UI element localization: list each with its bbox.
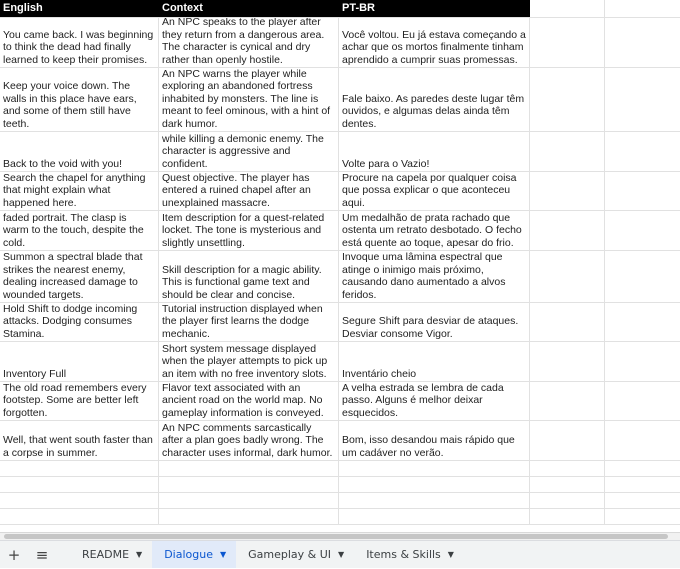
empty-cell[interactable] xyxy=(605,382,680,420)
caret-down-icon[interactable]: ▼ xyxy=(136,550,143,559)
empty-cell[interactable] xyxy=(0,461,159,476)
empty-cell[interactable] xyxy=(605,421,680,460)
tab-label: Dialogue xyxy=(164,548,213,561)
cell-pt-br[interactable]: Você voltou. Eu já estava começando a achar que os mortos finalmente tinham aprendido a cumprir suas promessas. xyxy=(339,18,530,67)
table-row xyxy=(0,421,680,461)
empty-row xyxy=(0,477,680,493)
empty-cell[interactable] xyxy=(530,172,605,210)
empty-cell[interactable] xyxy=(530,211,605,250)
empty-cell[interactable] xyxy=(339,477,530,492)
tab-readme[interactable] xyxy=(70,541,152,568)
horizontal-scrollbar[interactable] xyxy=(0,532,680,540)
empty-cell[interactable] xyxy=(530,68,605,131)
cell-context[interactable]: Short system message displayed when the player attempts to pick up an item with no free inventory slots. xyxy=(159,342,339,381)
cell-english[interactable]: Well, that went south faster than a corpse in summer. xyxy=(0,421,159,460)
header-row xyxy=(0,0,680,18)
cell-pt-br[interactable]: Procure na capela por qualquer coisa que possa explicar o que aconteceu aqui. xyxy=(339,172,530,210)
empty-cell[interactable] xyxy=(339,509,530,524)
empty-cell[interactable] xyxy=(159,493,339,508)
header-cell-english[interactable]: English xyxy=(0,0,159,17)
empty-cell[interactable] xyxy=(0,477,159,492)
plus-icon[interactable]: + xyxy=(7,545,21,564)
sheet-tab-bar xyxy=(0,540,680,568)
cell-english[interactable]: Hold Shift to dodge incoming attacks. Dodging consumes Stamina. xyxy=(0,303,159,341)
empty-cell[interactable] xyxy=(605,251,680,302)
empty-row xyxy=(0,461,680,477)
scrollbar-thumb[interactable] xyxy=(4,534,668,539)
table-row xyxy=(0,132,680,172)
cell-pt-br[interactable]: Bom, isso desandou mais rápido que um cadáver no verão. xyxy=(339,421,530,460)
cell-context[interactable]: An NPC speaks to the player after they return from a dangerous area. The character is cynical and dry rather than openly hostile. xyxy=(159,18,339,67)
cell-pt-br[interactable]: Um medalhão de prata rachado que ostenta um retrato desbotado. O fecho está quente ao toque, apesar do frio. xyxy=(339,211,530,250)
table-row xyxy=(0,251,680,303)
empty-cell[interactable] xyxy=(530,18,605,67)
cell-english[interactable]: faded portrait. The clasp is warm to the touch, despite the cold. xyxy=(0,211,159,250)
cell-context[interactable]: Flavor text associated with an ancient road on the world map. No gameplay information is conveyed. xyxy=(159,382,339,420)
empty-cell[interactable] xyxy=(0,509,159,524)
cell-english[interactable]: You came back. I was beginning to think the dead had finally learned to keep their promises. xyxy=(0,18,159,67)
table-row xyxy=(0,18,680,68)
cell-context[interactable]: An NPC comments sarcastically after a plan goes badly wrong. The character uses informal, dark humor. xyxy=(159,421,339,460)
empty-cell[interactable] xyxy=(530,132,605,171)
empty-cell[interactable] xyxy=(605,509,680,524)
caret-down-icon[interactable]: ▼ xyxy=(338,550,345,559)
caret-down-icon[interactable]: ▼ xyxy=(219,550,227,559)
empty-cell[interactable] xyxy=(605,68,680,131)
tab-label: README xyxy=(82,548,130,561)
cell-pt-br[interactable]: Segure Shift para desviar de ataques. Desviar consome Vigor. xyxy=(339,303,530,341)
empty-cell[interactable] xyxy=(339,493,530,508)
cell-context[interactable]: Skill description for a magic ability. This is functional game text and should be clear and concise. xyxy=(159,251,339,302)
empty-cell[interactable] xyxy=(605,172,680,210)
empty-cell[interactable] xyxy=(530,421,605,460)
tab-dialogue[interactable] xyxy=(152,541,236,568)
tab-label: Gameplay & UI xyxy=(248,548,332,561)
empty-cell[interactable] xyxy=(159,477,339,492)
empty-cell[interactable] xyxy=(530,509,605,524)
table-row xyxy=(0,211,680,251)
empty-cell[interactable] xyxy=(339,461,530,476)
empty-cell[interactable] xyxy=(530,251,605,302)
cell-pt-br[interactable]: Fale baixo. As paredes deste lugar têm ouvidos, e algumas delas ainda têm dentes. xyxy=(339,68,530,131)
cell-english[interactable]: Back to the void with you! xyxy=(0,132,159,171)
tab-items-skills[interactable] xyxy=(354,541,464,568)
cell-context[interactable]: Item description for a quest-related locket. The tone is mysterious and slightly unsettling. xyxy=(159,211,339,250)
cell-context[interactable]: Quest objective. The player has entered a ruined chapel after an unexplained massacre. xyxy=(159,172,339,210)
table-row xyxy=(0,342,680,382)
cell-pt-br[interactable]: A velha estrada se lembra de cada passo. Alguns é melhor deixar esquecidos. xyxy=(339,382,530,420)
list-icon[interactable]: ≡ xyxy=(35,545,49,564)
empty-cell[interactable] xyxy=(605,342,680,381)
caret-down-icon[interactable]: ▼ xyxy=(447,550,454,559)
cell-context[interactable]: An NPC warns the player while exploring an abandoned fortress inhabited by monsters. The line is meant to feel ominous, with a hint of dark humor. xyxy=(159,68,339,131)
empty-cell[interactable] xyxy=(605,303,680,341)
cell-pt-br[interactable]: Volte para o Vazio! xyxy=(339,132,530,171)
table-row xyxy=(0,68,680,132)
table-row xyxy=(0,303,680,342)
cell-pt-br[interactable]: Invoque uma lâmina espectral que atinge o inimigo mais próximo, causando dano aumentado a alvos feridos. xyxy=(339,251,530,302)
header-cell-pt-br[interactable]: PT-BR xyxy=(339,0,530,17)
header-cell-empty[interactable] xyxy=(605,0,680,17)
header-cell-empty[interactable] xyxy=(530,0,605,17)
empty-cell[interactable] xyxy=(159,461,339,476)
empty-cell[interactable] xyxy=(605,18,680,67)
empty-cell[interactable] xyxy=(605,461,680,476)
cell-context[interactable]: while killing a demonic enemy. The character is aggressive and confident. xyxy=(159,132,339,171)
empty-cell[interactable] xyxy=(530,493,605,508)
cell-english[interactable]: Summon a spectral blade that strikes the nearest enemy, dealing increased damage to wounded targets. xyxy=(0,251,159,302)
table-row xyxy=(0,382,680,421)
cell-context[interactable]: Tutorial instruction displayed when the player first learns the dodge mechanic. xyxy=(159,303,339,341)
empty-cell[interactable] xyxy=(605,493,680,508)
cell-english[interactable]: Inventory Full xyxy=(0,342,159,381)
tab-label: Items & Skills xyxy=(366,548,441,561)
empty-cell[interactable] xyxy=(530,477,605,492)
empty-row xyxy=(0,509,680,525)
empty-cell[interactable] xyxy=(605,132,680,171)
empty-row xyxy=(0,493,680,509)
empty-cell[interactable] xyxy=(530,382,605,420)
empty-cell[interactable] xyxy=(159,509,339,524)
empty-cell[interactable] xyxy=(0,493,159,508)
empty-cell[interactable] xyxy=(530,461,605,476)
cell-english[interactable]: Search the chapel for anything that might explain what happened here. xyxy=(0,172,159,210)
cell-english[interactable]: The old road remembers every footstep. Some are better left forgotten. xyxy=(0,382,159,420)
empty-cell[interactable] xyxy=(530,303,605,341)
empty-cell[interactable] xyxy=(530,342,605,381)
table-row xyxy=(0,172,680,211)
tab-gameplay-ui[interactable] xyxy=(236,541,354,568)
cell-english[interactable]: Keep your voice down. The walls in this place have ears, and some of them still have teeth. xyxy=(0,68,159,131)
cell-pt-br[interactable]: Inventário cheio xyxy=(339,342,530,381)
empty-cell[interactable] xyxy=(605,477,680,492)
empty-cell[interactable] xyxy=(605,211,680,250)
header-cell-context[interactable]: Context xyxy=(159,0,339,17)
